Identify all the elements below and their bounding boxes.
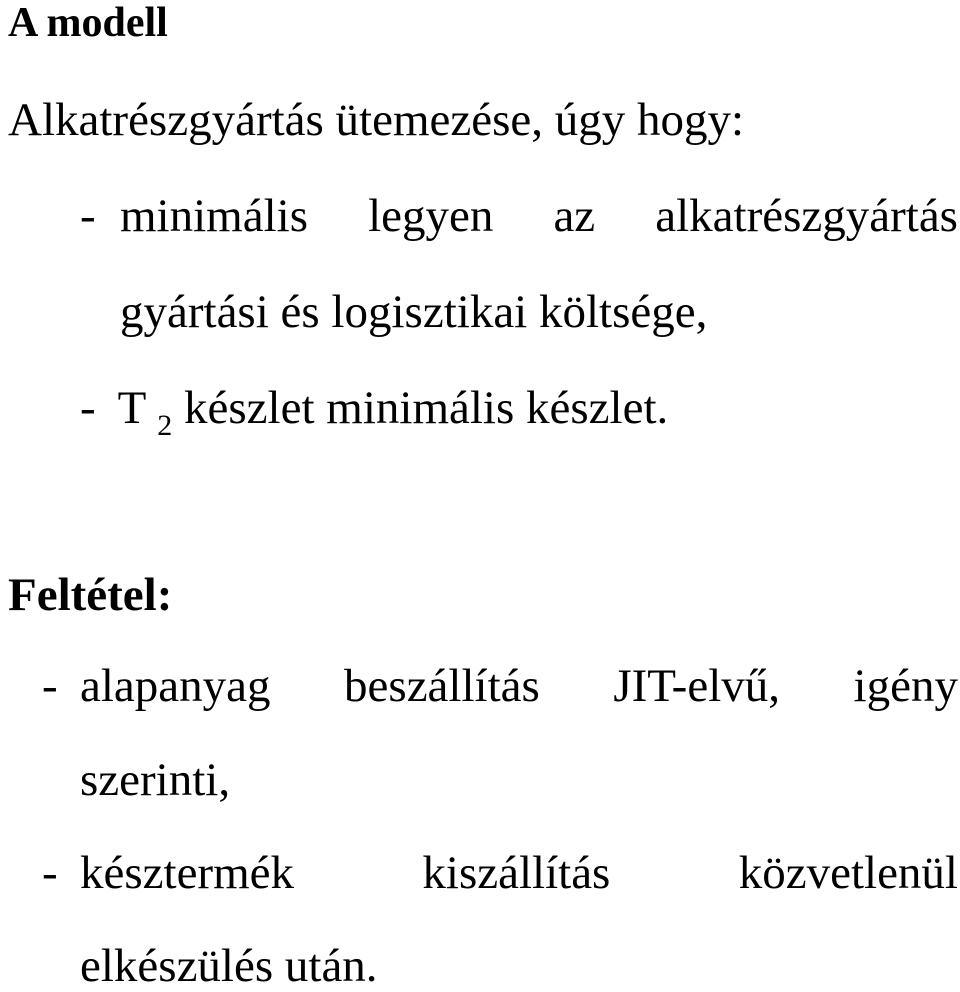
goal-1-word: alkatrészgyártás xyxy=(655,190,958,242)
condition-2-continuation: elkészülés után. xyxy=(80,940,378,992)
condition-2-word: kiszállítás xyxy=(422,847,611,899)
condition-1-word: alapanyag xyxy=(80,660,271,712)
condition-1-continuation: szerinti, xyxy=(80,754,231,806)
condition-1-word: JIT-elvű, xyxy=(613,660,781,712)
goal-1-continuation: gyártási és logisztikai költsége, xyxy=(120,286,708,338)
goal-1-line xyxy=(120,190,958,242)
condition-1-dash: - xyxy=(42,660,58,712)
condition-2-dash: - xyxy=(42,847,58,899)
goal-2-symbol: T xyxy=(117,382,146,434)
condition-2-word: közvetlenül xyxy=(738,847,958,899)
condition-2-line xyxy=(80,847,958,899)
goal-2-subscript: 2 xyxy=(157,409,173,442)
condition-1-word: beszállítás xyxy=(344,660,540,712)
condition-heading: Feltétel: xyxy=(8,569,173,621)
condition-1-word: igény xyxy=(853,660,958,712)
page-title: A modell xyxy=(8,0,168,46)
goal-2-dash: - xyxy=(80,382,96,434)
goal-1-word: minimális xyxy=(120,190,308,242)
intro-text: Alkatrészgyártás ütemezése, úgy hogy: xyxy=(8,94,745,146)
condition-1-line xyxy=(80,660,958,712)
condition-2-word: késztermék xyxy=(80,847,295,899)
goal-1-word: az xyxy=(553,190,596,242)
goal-2-rest: készlet minimális készlet. xyxy=(184,382,669,434)
goal-1-dash: - xyxy=(80,190,96,242)
goal-2-line xyxy=(80,382,669,442)
goal-1-word: legyen xyxy=(368,190,494,242)
